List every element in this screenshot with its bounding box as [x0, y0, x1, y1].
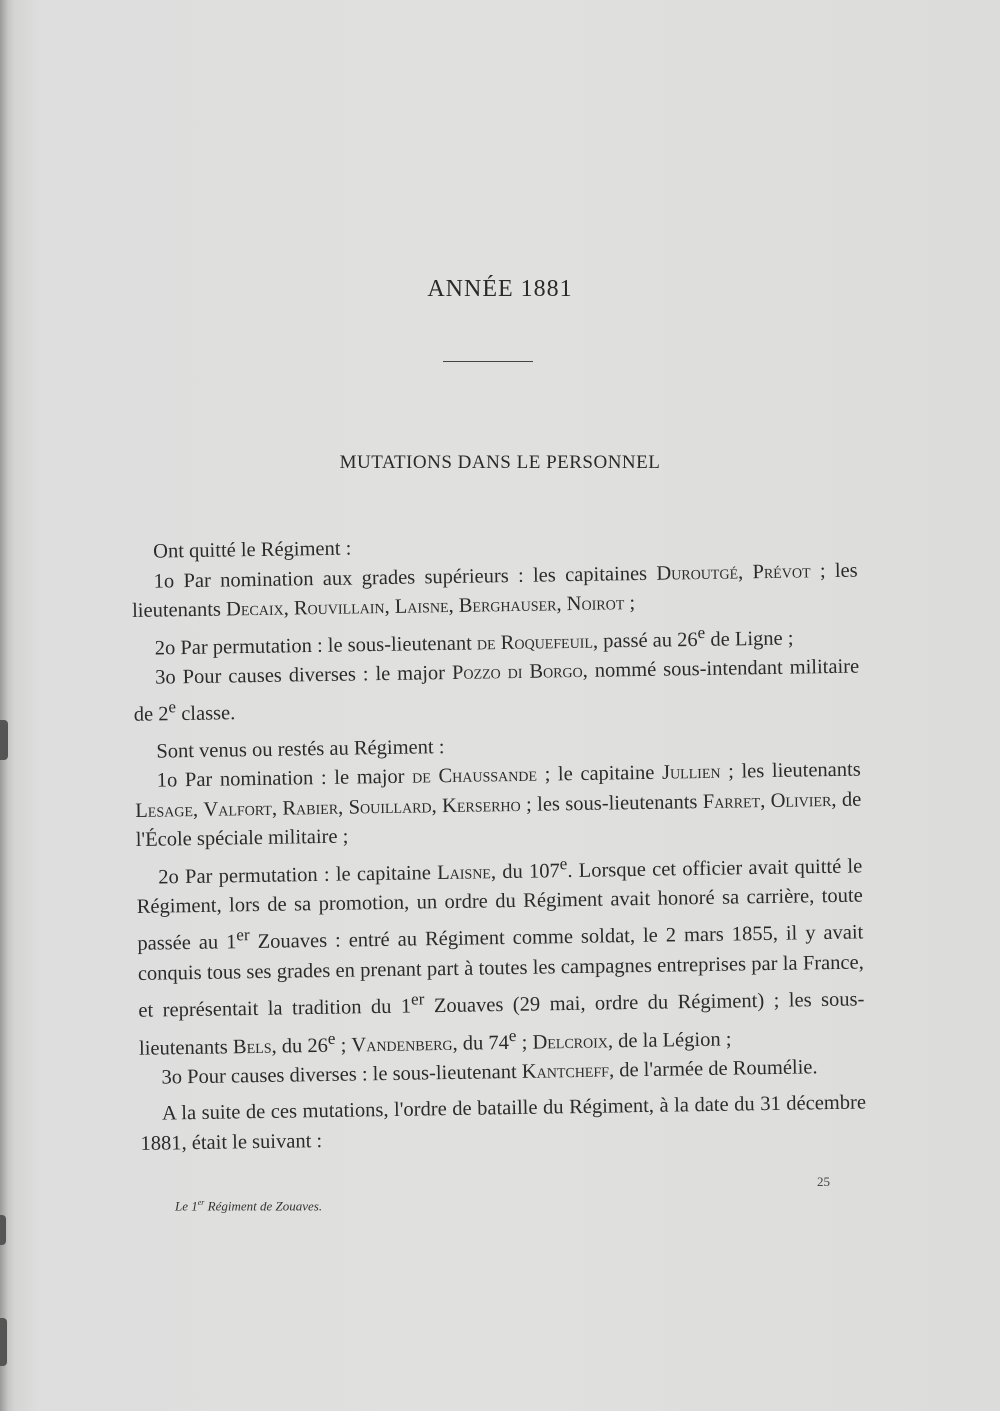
text-run: 1o Par nomination : le major — [156, 765, 413, 792]
text-run: 2o Par permutation : le sous-lieutenant — [154, 631, 478, 659]
text-run: , du 74 — [452, 1031, 510, 1055]
person-name: Noirot — [566, 592, 625, 616]
signature-line — [175, 1198, 322, 1214]
superscript: er — [236, 925, 250, 945]
signature-text: Le 1 — [175, 1198, 198, 1214]
text-run: , — [448, 594, 459, 618]
text-run: ; les sous-lieutenants — [520, 790, 703, 816]
text-run: . Lorsque cet officier avait quitté le Régiment, lors de sa promotion, un ordre du Régiment avait honoré sa carrière, toute passée au 1 — [136, 855, 863, 956]
text-run: , de l'armée de Roumélie. — [608, 1056, 818, 1082]
text-run: , nommé sous-intendant militaire de 2 — [133, 655, 860, 727]
text-run: 1o Par nomination aux grades supérieurs : les capitaines — [153, 562, 657, 593]
superscript: e — [697, 622, 706, 642]
binding-mark — [0, 1215, 6, 1245]
text-run: 2o Par permutation : le capitaine — [158, 861, 438, 889]
section-heading: MUTATIONS DANS LE PERSONNEL — [339, 452, 661, 473]
person-name: Pozzo di Borgo — [451, 659, 583, 684]
text-run: ; le capitaine — [536, 761, 663, 786]
superscript: er — [410, 989, 425, 1009]
person-name: Souillard — [348, 794, 432, 819]
text-run: , de l'École spéciale militaire ; — [135, 788, 862, 852]
person-name: Lesage — [135, 798, 194, 822]
person-name: Farret — [702, 789, 761, 813]
text-run: ; — [335, 1034, 352, 1057]
text-run: , du 107 — [490, 859, 560, 883]
text-run: , de la Légion ; — [607, 1028, 732, 1053]
text-run: , — [556, 593, 567, 616]
text-run: , — [384, 595, 395, 619]
person-name: Prévot — [752, 559, 811, 583]
page-spine-shadow — [0, 0, 14, 1411]
signature-superscript: er — [197, 1198, 205, 1207]
superscript: e — [168, 697, 177, 717]
person-name: Rabier — [282, 796, 339, 820]
person-name: Rouvillain — [293, 596, 385, 620]
text-run: , — [192, 798, 204, 821]
text-run: , — [337, 796, 349, 819]
person-name: Duroutgé — [656, 560, 739, 585]
text-run: ; les lieutenants — [131, 559, 858, 622]
text-run: Sont venus ou restés au Régiment : — [156, 735, 445, 763]
text-run: , — [283, 597, 295, 620]
person-name: Laisne — [394, 595, 449, 618]
page-title: ANNÉE 1881 — [427, 276, 573, 302]
person-name: Jullien — [661, 760, 721, 784]
text-run: Zouaves (29 mai, ordre du Régiment) ; les sous-lieutenants — [138, 988, 865, 1060]
person-name: Bels — [232, 1035, 272, 1058]
text-run: , passé au 26 — [592, 628, 698, 653]
text-run: Zouaves : entré au Régiment comme soldat, le 2 mars 1855, il y avait conquis tous ses grades en prenant part à toutes les campagnes entreprises par la France, et représentait la tradition du 1 — [137, 921, 864, 1023]
text-run: , — [759, 789, 771, 812]
superscript: e — [559, 853, 568, 873]
person-name: Berghauser — [458, 593, 557, 617]
text-run: 3o Pour causes diverses : le major — [155, 661, 453, 689]
person-name: Valfort — [203, 797, 273, 821]
text-run: , — [431, 794, 443, 817]
page-number: 25 — [817, 1174, 830, 1189]
text-run: ; — [516, 1031, 533, 1054]
person-name: de Roquefeuil — [476, 630, 594, 654]
person-name: Decaix — [225, 597, 284, 621]
superscript: e — [508, 1025, 517, 1045]
person-name: Laisne — [436, 860, 492, 884]
text-run: Ont quitté le Régiment : — [153, 537, 352, 563]
person-name: Vandenberg — [351, 1032, 453, 1057]
text-run: , — [271, 797, 283, 820]
binding-mark — [0, 720, 8, 760]
person-name: Kerserho — [441, 793, 521, 817]
signature-text: Régiment de Zouaves. — [204, 1198, 323, 1214]
person-name: Kantcheff — [521, 1059, 610, 1083]
person-name: Olivier — [770, 788, 832, 812]
text-run: , du 26 — [271, 1034, 329, 1058]
person-name: Delcroix — [532, 1030, 609, 1054]
body-text — [131, 527, 867, 1160]
person-name: de Chaussande — [412, 763, 538, 788]
paragraph — [135, 756, 862, 856]
title-divider — [443, 361, 533, 362]
superscript: e — [327, 1028, 336, 1048]
binding-mark — [0, 1318, 7, 1366]
text-run: de Ligne ; — [705, 626, 794, 651]
text-run: , — [737, 560, 753, 583]
paragraph — [140, 1089, 867, 1159]
text-run: ; — [624, 592, 636, 615]
text-run: classe. — [175, 702, 236, 726]
text-run: 3o Pour causes diverses : le sous-lieutenant — [161, 1060, 522, 1089]
text-run: A la suite de ces mutations, l'ordre de bataille du Régiment, à la date du 31 décembre 1881, était le suivant : — [140, 1091, 867, 1155]
paragraph — [136, 844, 865, 1064]
text-run: ; les lieutenants — [720, 758, 861, 783]
paragraph — [133, 652, 860, 730]
